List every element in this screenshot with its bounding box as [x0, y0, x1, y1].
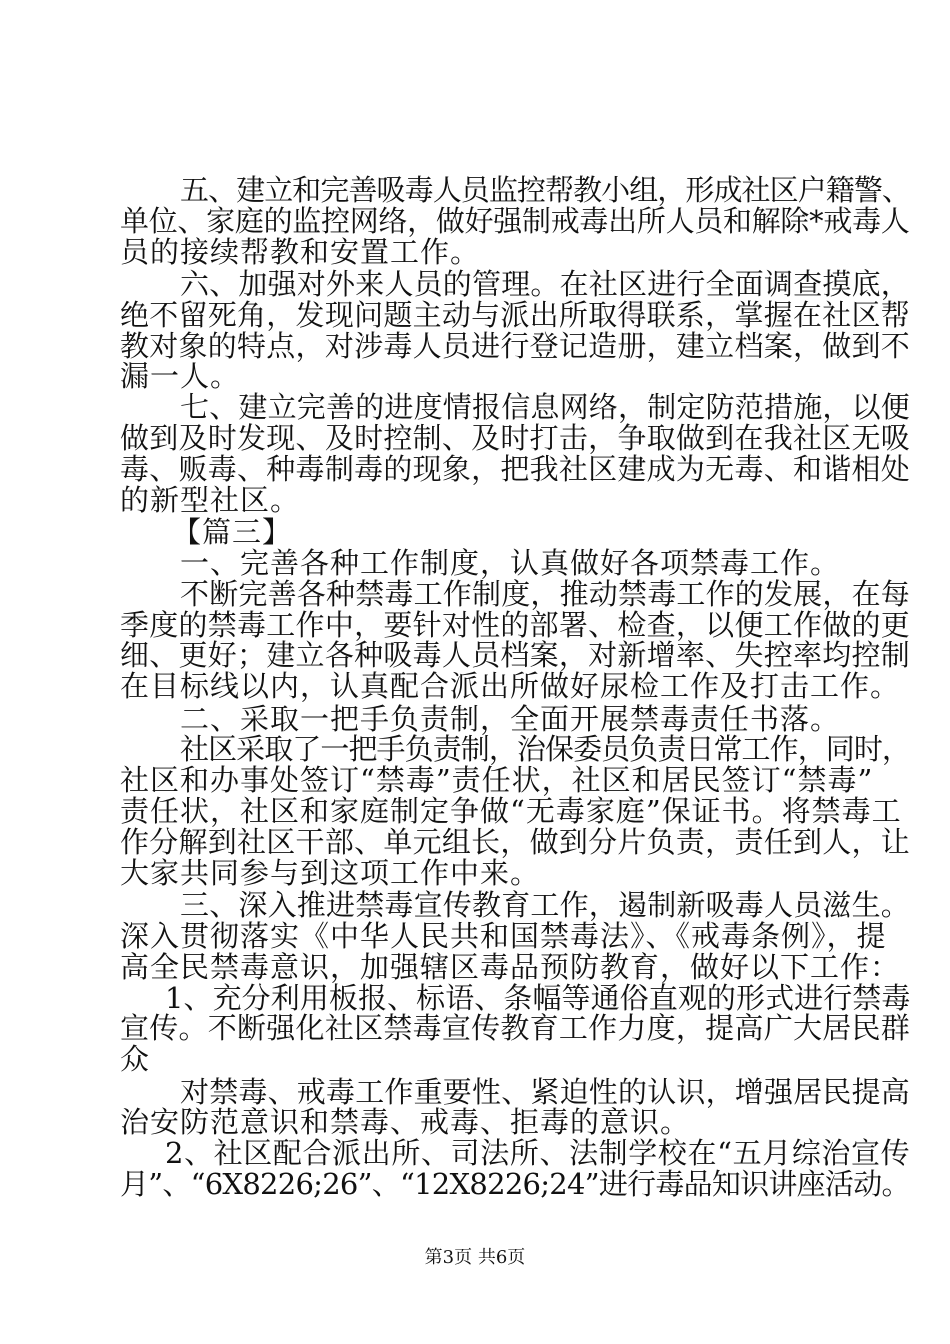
paragraph-line: 细、更好；建立各种吸毒人员档案，对新增率、失控率均控制	[120, 638, 911, 672]
paragraph-line: 大家共同参与到这项工作中来。	[120, 856, 541, 890]
paragraph-line: 员的接续帮教和安置工作。	[120, 235, 481, 269]
paragraph-line: 社区和办事处签订“禁毒”责任状，社区和居民签订“禁毒”	[120, 763, 874, 797]
paragraph-line: 七、建立完善的进度情报信息网络，制定防范措施，以便	[180, 390, 911, 424]
paragraph-line: 作分解到社区干部、单元组长，做到分片负责，责任到人，让	[120, 825, 911, 859]
paragraph-line: 治安防范意识和禁毒、戒毒、拒毒的意识。	[120, 1105, 691, 1139]
paragraph-line: 二、采取一把手负责制，全面开展禁毒责任书落。	[180, 702, 841, 736]
paragraph-line: 众	[120, 1042, 151, 1076]
paragraph-line: 绝不留死角，发现问题主动与派出所取得联系，掌握在社区帮	[120, 298, 911, 332]
paragraph-line: 季度的禁毒工作中，要针对性的部署、检查，以便工作做的更	[120, 608, 911, 642]
paragraph-line: 高全民禁毒意识，加强辖区毒品预防教育，做好以下工作：	[120, 950, 901, 984]
section-heading: 【篇三】	[172, 515, 293, 549]
page-number-footer: 第3页 共6页	[424, 1247, 526, 1268]
paragraph-line: 的新型社区。	[120, 483, 301, 517]
paragraph-line: 毒、贩毒、种毒制毒的现象，把我社区建成为无毒、和谐相处	[120, 452, 911, 486]
paragraph-line: 三、深入推进禁毒宣传教育工作，遏制新吸毒人员滋生。	[180, 888, 911, 922]
paragraph-line: 六、加强对外来人员的管理。在社区进行全面调查摸底，	[180, 267, 911, 301]
paragraph-line: 单位、家庭的监控网络，做好强制戒毒出所人员和解除*戒毒人	[120, 204, 910, 238]
paragraph-line: 对禁毒、戒毒工作重要性、紧迫性的认识，增强居民提高	[180, 1075, 911, 1109]
paragraph-line: 社区采取了一把手负责制，治保委员负责日常工作，同时，	[180, 732, 911, 766]
paragraph-line: 不断完善各种禁毒工作制度，推动禁毒工作的发展，在每	[180, 577, 911, 611]
paragraph-line: 漏一人。	[120, 359, 241, 393]
paragraph-line: 1、充分利用板报、标语、条幅等通俗直观的形式进行禁毒	[165, 981, 911, 1015]
paragraph-line: 五、建立和完善吸毒人员监控帮教小组，形成社区户籍警、	[180, 173, 911, 207]
paragraph-line: 月”、“6X8226;26”、“12X8226;24”进行毒品知识讲座活动。	[120, 1167, 910, 1201]
paragraph-line: 责任状，社区和家庭制定争做“无毒家庭”保证书。将禁毒工	[120, 794, 902, 828]
paragraph-line: 深入贯彻落实《中华人民共和国禁毒法》、《戒毒条例》，提	[120, 919, 887, 953]
paragraph-line: 在目标线以内，认真配合派出所做好尿检工作及打击工作。	[120, 669, 901, 703]
paragraph-line: 宣传。不断强化社区禁毒宣传教育工作力度，提高广大居民群	[120, 1011, 911, 1045]
paragraph-line: 2、社区配合派出所、司法所、法制学校在“五月综治宣传	[165, 1136, 911, 1170]
paragraph-line: 教对象的特点，对涉毒人员进行登记造册，建立档案，做到不	[120, 329, 911, 363]
paragraph-line: 一、完善各种工作制度，认真做好各项禁毒工作。	[180, 546, 841, 580]
paragraph-line: 做到及时发现、及时控制、及时打击，争取做到在我社区无吸	[120, 421, 911, 455]
